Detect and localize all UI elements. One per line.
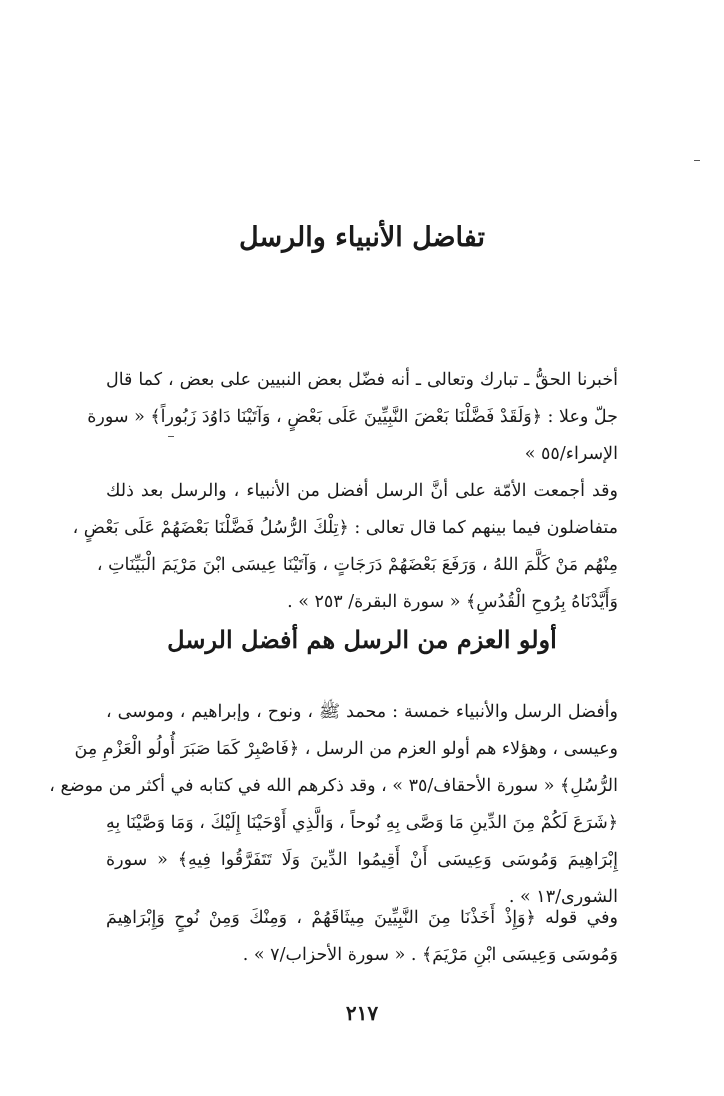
page-number: ٢١٧ <box>345 1001 379 1025</box>
paragraph-line: الشورى/١٣ » . <box>508 887 618 907</box>
paragraph-line: مِنْهُم مَنْ كَلَّمَ اللهُ ، وَرَفَعَ بَعْضَهُمْ دَرَجَاتٍ ، وَآتَيْنَا عِيسَى ابْنَ مَرْيَمَ الْبَيِّنَاتِ ، <box>96 555 618 575</box>
paragraph-line: وَمُوسَى وَعِيسَى ابْنِ مَرْيَمَ﴾ . « سورة الأحزاب/٧ » . <box>242 945 618 965</box>
paragraph-line: وفي قوله ﴿وَإِذْ أَخَذْنَا مِنَ النَّبِيِّينَ مِيثَاقَهُمْ ، وَمِنْكَ وَمِنْ نُوحٍ وَإِبْرَاهِيمَ <box>106 908 618 928</box>
section-heading: أولو العزم من الرسل هم أفضل الرسل <box>167 625 557 654</box>
scan-mark <box>168 436 174 437</box>
paragraph-line: وقد أجمعت الأمّة على أنَّ الرسل أفضل من الأنبياء ، والرسل بعد ذلك <box>106 481 618 501</box>
paragraph-3 <box>49 694 618 916</box>
paragraph-line: إِبْرَاهِيمَ وَمُوسَى وَعِيسَى أَنْ أَقِيمُوا الدِّينَ وَلَا تَتَفَرَّقُوا فِيهِ﴾ « سورة <box>106 850 618 870</box>
paragraph-line: وأفضل الرسل والأنبياء خمسة : محمد ﷺ ، ونوح ، وإبراهيم ، وموسى ، <box>106 702 618 722</box>
paragraph-line: الرُّسُلِ﴾ « سورة الأحقاف/٣٥ » ، وقد ذكرهم الله في كتابه في أكثر من موضع ، <box>49 776 618 796</box>
scan-mark <box>694 160 700 161</box>
paragraph-2 <box>72 473 618 621</box>
paragraph-line: أخبرنا الحقُّ ـ تبارك وتعالى ـ أنه فضّل بعض النبيين على بعض ، كما قال <box>106 370 618 390</box>
paragraph-line: وعيسى ، وهؤلاء هم أولو العزم من الرسل ، ﴿فَاصْبِرْ كَمَا صَبَرَ أُولُو الْعَزْمِ مِنَ <box>74 739 618 759</box>
paragraph-line: وَأَيَّدْنَاهُ بِرُوحِ الْقُدُسِ﴾ « سورة البقرة/ ٢٥٣ » . <box>287 592 618 612</box>
paragraph-line: ﴿شَرَعَ لَكُمْ مِنَ الدِّينِ مَا وَصَّى بِهِ نُوحاً ، وَالَّذِي أَوْحَيْنَا إِلَيْكَ ، وَمَا وَصَّيْنَا بِهِ <box>106 813 618 833</box>
paragraph-line: جلّ وعلا : ﴿وَلَقَدْ فَضَّلْنَا بَعْضَ النَّبِيِّينَ عَلَى بَعْضٍ ، وَآتَيْنَا دَاوُدَ زَبُوراً﴾ « سورة <box>87 407 618 427</box>
paragraph-1 <box>87 362 618 473</box>
page-title: تفاضل الأنبياء والرسل <box>239 222 485 253</box>
paragraph-4 <box>106 900 618 974</box>
paragraph-line: متفاضلون فيما بينهم كما قال تعالى : ﴿تِلْكَ الرُّسُلُ فَضَّلْنَا بَعْضَهُمْ عَلَى بَعْضٍ ، <box>72 518 618 538</box>
paragraph-line: الإسراء/٥٥ » <box>524 444 618 464</box>
